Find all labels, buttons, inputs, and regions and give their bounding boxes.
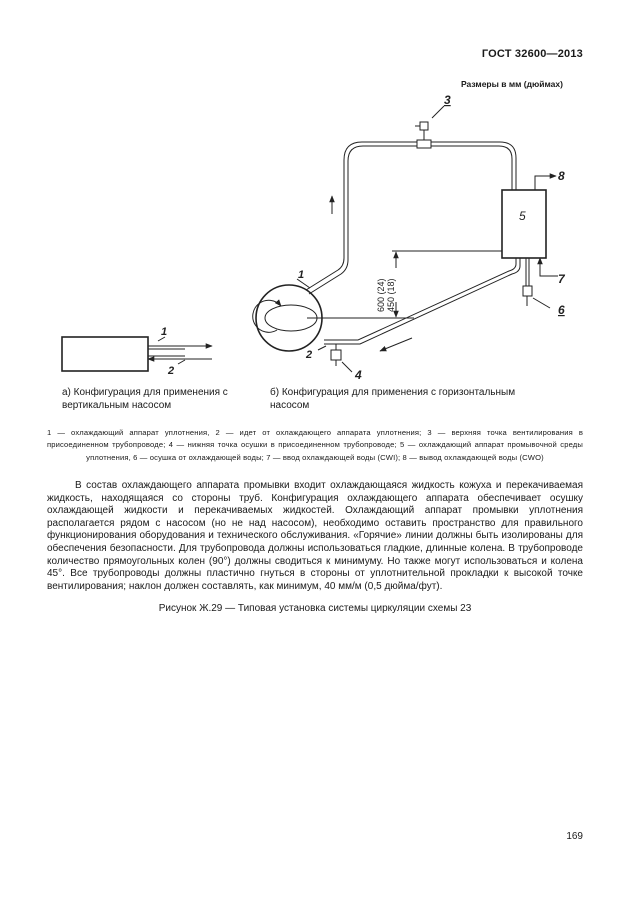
standard-number: ГОСТ 32600—2013 [481, 48, 583, 60]
dimension-lower: 450 (18) [386, 278, 396, 312]
figure-legend: 1 — охлаждающий аппарат уплотнения, 2 — идет от охлаждающего аппарата уплотнения; 3 — верхняя точка вентилирования в присоединенном трубопроводе; 4 — нижняя точка осушки в присоединенном трубопроводе; 5 — охлаждающий аппарат промывочной среды уплотнения, 6 — осушка от охлаждающей воды; 7 — ввод охлаждающей воды (CWI); 8 — вывод охлаждающей воды (CWO) [47, 428, 583, 462]
label-b5: 5 [519, 209, 526, 223]
figure-caption: Рисунок Ж.29 — Типовая установка системы циркуляции схемы 23 [158, 603, 472, 614]
page-number: 169 [566, 831, 583, 842]
flush-cooler-vessel [502, 190, 546, 258]
label-b2: 2 [306, 349, 313, 361]
body-paragraph: В состав охлаждающего аппарата промывки входит охлаждающаяся жидкость кожуха и перекачиваемая жидкость, находящаяся со стороны труб. Конфигурация охлаждающего аппарата обеспечивает осушку охлаждающей жидкости и перекачиваемых жидкостей. Охлаждающий аппарат промывки уплотнения располагается рядом с насосом (но не над насосом), необходимо оставить пространство для правильного функционирования оборудования и технического обслуживания. «Горячие» линии должны быть изолированы для обеспечения безопасности. Для трубопровода должны использоваться гладкие, длинные колена. В трубопроводе количество прямоугольных колен (90°) должны сводиться к минимуму. Но также могут использоваться и колена 45°. Все трубопроводы должны пластично гнуться в стороны от уплотнительной прокладки к высокой точке вентилирования; наклон должен составлять, как минимум, 40 мм/м (0,5 дюйма/фут). [47, 480, 583, 592]
label-b6: 6 [558, 303, 565, 317]
label-b7: 7 [558, 272, 565, 286]
label-a1: 1 [161, 326, 168, 338]
label-b3: 3 [444, 93, 451, 107]
label-b1: 1 [298, 269, 305, 281]
seal-cooler-box-a [62, 337, 148, 371]
dimensions-note: Размеры в мм (дюймах) [461, 79, 563, 89]
caption-config-a: а) Конфигурация для применения с вертикальным насосом [62, 387, 228, 411]
label-a2: 2 [168, 365, 175, 377]
dimension-upper: 600 (24) [376, 278, 386, 312]
label-b4: 4 [355, 368, 362, 382]
caption-config-b: б) Конфигурация для применения с горизонтальным насосом [270, 387, 516, 411]
label-b8: 8 [558, 169, 565, 183]
